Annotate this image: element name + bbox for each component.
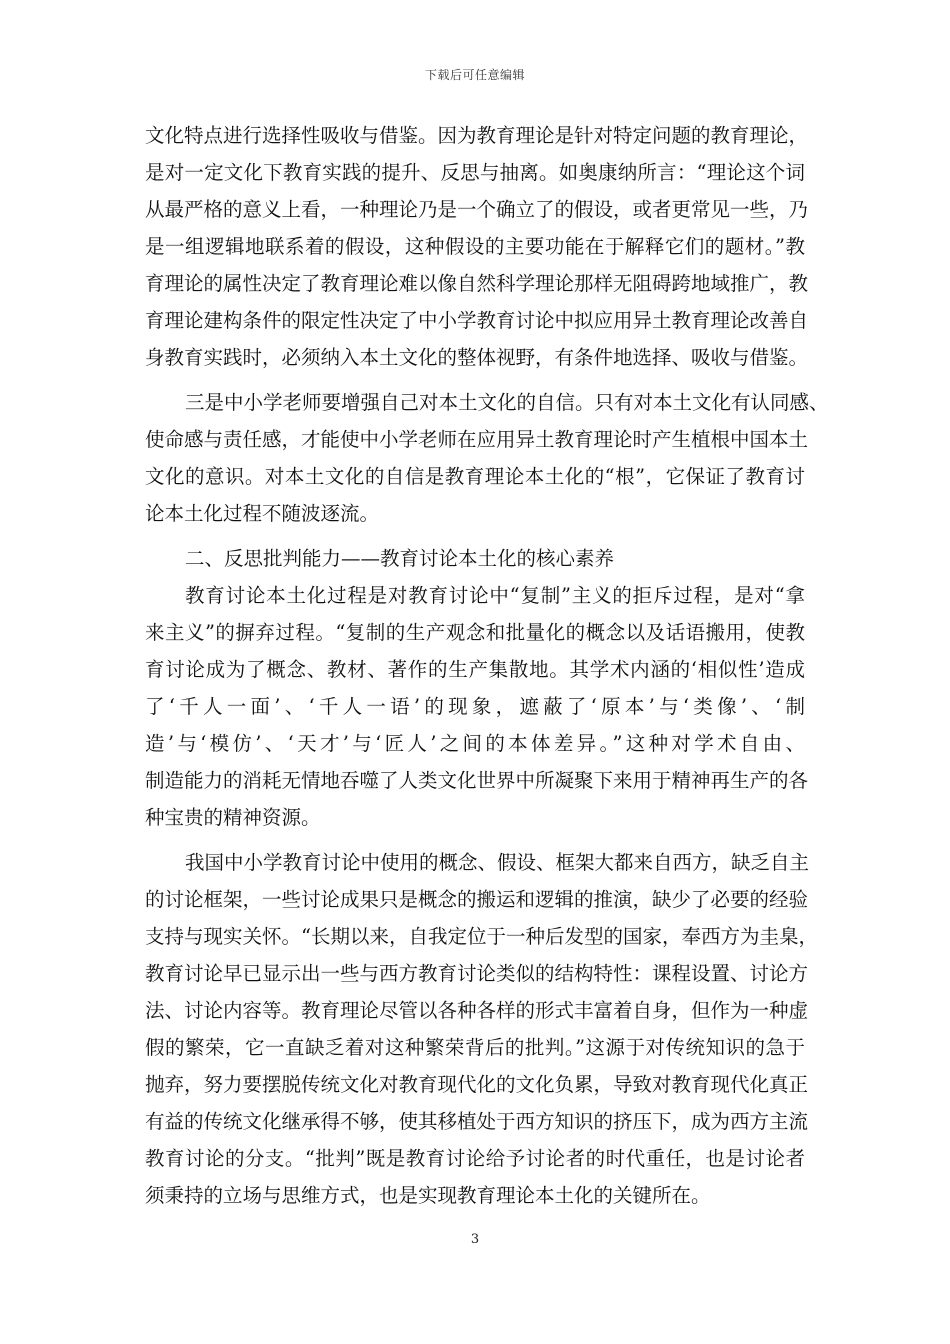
text-line: 育理论的属性决定了教育理论难以像自然科学理论那样无阻碍跨地域推广，教 [145,272,809,295]
text-line: 了‘千人一面’、‘千人一语’的现象，遮蔽了‘原本’与‘类像’、‘制 [145,695,805,718]
paragraph [145,844,818,1214]
document-body [145,117,829,1214]
text-line: 育理论建构条件的限定性决定了中小学教育讨论中拟应用异土教育理论改善自 [145,309,809,332]
text-line: 从最严格的意义上看，一种理论乃是一个确立了的假设，或者更常见一些，乃 [145,198,809,221]
text-line: 三是中小学老师要增强自己对本土文化的自信。只有对本土文化有认同感、 [185,391,829,414]
paragraph-spacer [145,836,805,844]
text-line: 是一组逻辑地联系着的假设，这种假设的主要功能在于解释它们的题材。”教 [145,235,805,258]
text-line: 法、讨论内容等。教育理论尽管以各种各样的形式丰富着自身，但作为一种虚 [145,999,809,1022]
text-line: 种宝贵的精神资源。 [145,806,321,829]
text-line: 使命感与责任感，才能使中小学老师在应用异土教育理论时产生植根中国本土 [145,428,809,451]
paragraph [145,384,829,532]
text-line: 文化特点进行选择性吸收与借鉴。因为教育理论是针对特定问题的教育理论， [145,124,809,147]
section-heading-text: 二、反思批判能力——教育讨论本土化的核心素养 [185,547,615,570]
text-line: 须秉持的立场与思维方式，也是实现教育理论本土化的关键所在。 [145,1184,711,1207]
page-header: 下载后可任意编辑 [424,68,525,82]
text-line: 身教育实践时，必须纳入本土文化的整体视野，有条件地选择、吸收与借鉴。 [145,346,809,369]
text-line: 文化的意识。对本土文化的自信是教育理论本土化的“根”，它保证了教育讨 [145,465,805,488]
text-line: 论本土化过程不随波逐流。 [145,502,380,525]
text-line: 育讨论成为了概念、教材、著作的生产集散地。其学术内涵的‘相似性’造成 [145,658,805,681]
text-line: 的讨论框架，一些讨论成果只是概念的搬运和逻辑的推演，缺少了必要的经验 [145,888,809,911]
text-line: 有益的传统文化继承得不够，使其移植处于西方知识的挤压下，成为西方主流 [145,1110,809,1133]
page-number: 3 [470,1232,480,1247]
paragraph [145,117,809,376]
text-line: 是对一定文化下教育实践的提升、反思与抽离。如奥康纳所言：“理论这个词 [145,161,805,184]
text-line: 支持与现实关怀。“长期以来，自我定位于一种后发型的国家，奉西方为圭臬， [145,925,818,948]
text-line: 教育讨论本土化过程是对教育讨论中“复制”主义的拒斥过程，是对“拿 [185,584,805,607]
section-heading [145,540,805,577]
paragraph [145,577,809,836]
text-line: 假的繁荣，它一直缺乏着对这种繁荣背后的批判。”这源于对传统知识的急于 [145,1036,805,1059]
text-line: 教育讨论的分支。“批判”既是教育讨论给予讨论者的时代重任，也是讨论者 [145,1147,805,1170]
paragraph-spacer [145,376,805,384]
text-line: 我国中小学教育讨论中使用的概念、假设、框架大都来自西方，缺乏自主 [185,851,810,874]
text-line: 教育讨论早已显示出一些与西方教育讨论类似的结构特性：课程设置、讨论方 [145,962,809,985]
paragraph-spacer [145,532,805,540]
text-line: 制造能力的消耗无情地吞噬了人类文化世界中所凝聚下来用于精神再生产的各 [145,769,809,792]
text-line: 造’与‘模仿’、‘天才’与‘匠人’之间的本体差异。”这种对学术自由、 [145,732,805,755]
text-line: 抛弃，努力要摆脱传统文化对教育现代化的文化负累，导致对教育现代化真正 [145,1073,809,1096]
text-line: 来主义”的摒弃过程。“复制的生产观念和批量化的概念以及话语搬用，使教 [145,621,805,644]
